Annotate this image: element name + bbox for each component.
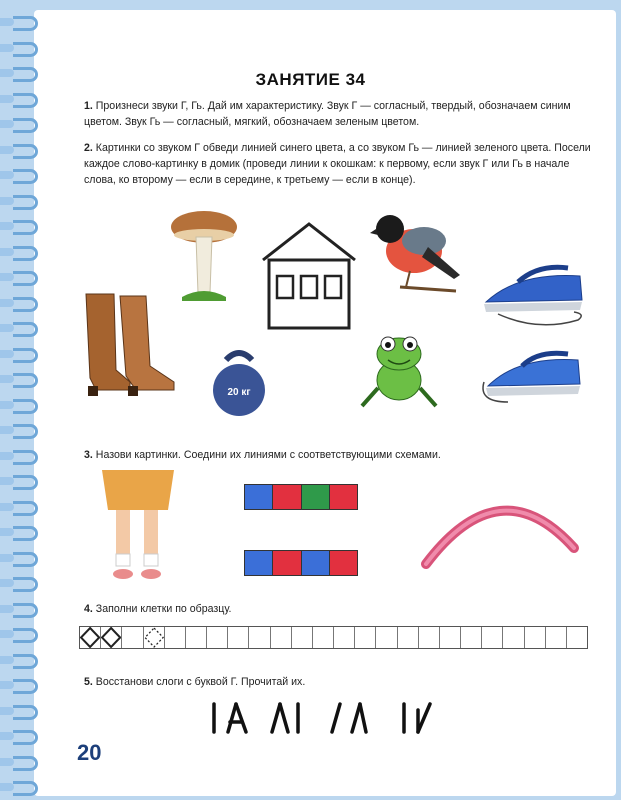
task-5-number: 5. bbox=[84, 676, 93, 688]
binder-hole bbox=[0, 477, 14, 485]
arc-picture[interactable] bbox=[420, 486, 580, 570]
bullfinch-picture[interactable] bbox=[370, 207, 462, 293]
pattern-empty-cell[interactable] bbox=[546, 627, 567, 648]
binder-ring bbox=[13, 246, 38, 261]
iron-picture[interactable] bbox=[478, 252, 590, 334]
binder-hole bbox=[0, 18, 14, 26]
pattern-empty-cell[interactable] bbox=[419, 627, 440, 648]
pattern-sample-cell[interactable] bbox=[101, 627, 122, 648]
binder-hole bbox=[0, 579, 14, 587]
legs-picture[interactable] bbox=[98, 470, 178, 586]
binder-hole bbox=[0, 171, 14, 179]
binder-hole bbox=[0, 554, 14, 562]
binder-ring bbox=[13, 271, 38, 286]
scheme-cell-blue bbox=[245, 485, 273, 509]
frog-picture[interactable] bbox=[358, 326, 440, 414]
binder-hole bbox=[0, 248, 14, 256]
pattern-empty-cell[interactable] bbox=[376, 627, 397, 648]
house-window-3 bbox=[325, 276, 341, 298]
binder-hole bbox=[0, 299, 14, 307]
pattern-empty-cell[interactable] bbox=[292, 627, 313, 648]
binder-hole bbox=[0, 707, 14, 715]
scheme-cell-red bbox=[330, 551, 357, 575]
binder-hole bbox=[0, 605, 14, 613]
task-1 bbox=[84, 98, 594, 130]
binder-ring bbox=[13, 169, 38, 184]
binder-ring bbox=[13, 297, 38, 312]
binder-hole bbox=[0, 120, 14, 128]
pattern-empty-cell[interactable] bbox=[186, 627, 207, 648]
task-3 bbox=[84, 447, 594, 463]
binder-ring bbox=[13, 552, 38, 567]
syllable-fragments bbox=[206, 700, 452, 736]
binder-hole bbox=[0, 375, 14, 383]
sound-schemes bbox=[244, 484, 358, 616]
binder-hole bbox=[0, 732, 14, 740]
binder-hole bbox=[0, 273, 14, 281]
task-4 bbox=[84, 601, 594, 617]
pattern-empty-cell[interactable] bbox=[355, 627, 376, 648]
sound-scheme-1[interactable] bbox=[244, 484, 358, 510]
binder-ring bbox=[13, 450, 38, 465]
task-1-number: 1. bbox=[84, 100, 93, 112]
pattern-empty-cell[interactable] bbox=[525, 627, 546, 648]
pattern-empty-cell[interactable] bbox=[440, 627, 461, 648]
house-window-2 bbox=[301, 276, 317, 298]
task-1-text: Произнеси звуки Г, Гь. Дай им характеристику. Звук Г — согласный, твердый, обозначаем синим цветом. Звук Гь — согласный, мягкий, обозначаем зеленым цветом. bbox=[84, 100, 571, 128]
pattern-empty-cell[interactable] bbox=[165, 627, 186, 648]
task-2-number: 2. bbox=[84, 142, 93, 154]
pattern-empty-cell[interactable] bbox=[398, 627, 419, 648]
weight-label: 20 кг bbox=[227, 387, 251, 398]
binder-ring bbox=[13, 348, 38, 363]
binder-ring bbox=[13, 399, 38, 414]
pattern-empty-cell[interactable] bbox=[334, 627, 355, 648]
binder-hole bbox=[0, 758, 14, 766]
binder-hole bbox=[0, 630, 14, 638]
binder-hole bbox=[0, 95, 14, 103]
scheme-cell-blue bbox=[302, 551, 330, 575]
syllable-fragment-3 bbox=[332, 704, 366, 732]
binder-hole bbox=[0, 222, 14, 230]
task-3-number: 3. bbox=[84, 449, 93, 461]
binder-ring bbox=[13, 424, 38, 439]
scheme-cell-red bbox=[273, 485, 301, 509]
binder-ring bbox=[13, 501, 38, 516]
binder-hole bbox=[0, 426, 14, 434]
pattern-empty-cell[interactable] bbox=[313, 627, 334, 648]
pattern-empty-cell[interactable] bbox=[144, 627, 165, 648]
binder-hole bbox=[0, 324, 14, 332]
binder-hole bbox=[0, 197, 14, 205]
binder-ring bbox=[13, 195, 38, 210]
binder-ring bbox=[13, 730, 38, 745]
binder-hole bbox=[0, 350, 14, 358]
iron-picture-2[interactable] bbox=[478, 342, 590, 412]
scheme-cell-red bbox=[330, 485, 357, 509]
house-diagram[interactable] bbox=[259, 220, 359, 332]
binder-ring bbox=[13, 756, 38, 771]
binder-hole bbox=[0, 783, 14, 791]
binder-ring bbox=[13, 603, 38, 618]
binder-hole bbox=[0, 656, 14, 664]
binder-hole bbox=[0, 681, 14, 689]
scheme-cell-green bbox=[302, 485, 330, 509]
binder-ring bbox=[13, 16, 38, 31]
syllable-fragment-4 bbox=[404, 704, 430, 732]
binder-hole bbox=[0, 401, 14, 409]
lesson-title: ЗАНЯТИЕ 34 bbox=[255, 70, 366, 89]
task-2 bbox=[84, 140, 594, 188]
binder-hole bbox=[0, 528, 14, 536]
binder-ring bbox=[13, 144, 38, 159]
binder-ring bbox=[13, 781, 38, 796]
pattern-empty-cell[interactable] bbox=[461, 627, 482, 648]
pattern-empty-cell[interactable] bbox=[482, 627, 503, 648]
binder-ring bbox=[13, 220, 38, 235]
binder-hole bbox=[0, 503, 14, 511]
house-window-1 bbox=[277, 276, 293, 298]
task-4-number: 4. bbox=[84, 603, 93, 615]
binder-ring bbox=[13, 628, 38, 643]
binder-ring bbox=[13, 705, 38, 720]
binder-hole bbox=[0, 146, 14, 154]
weight-picture[interactable] bbox=[206, 346, 272, 416]
pattern-empty-cell[interactable] bbox=[271, 627, 292, 648]
binder-hole bbox=[0, 452, 14, 460]
page-number: 20 bbox=[77, 740, 102, 765]
sound-scheme-2[interactable] bbox=[244, 550, 358, 576]
binder-ring bbox=[13, 42, 38, 57]
binder-ring bbox=[13, 475, 38, 490]
pattern-sample-cell[interactable] bbox=[122, 627, 143, 648]
binder-ring bbox=[13, 577, 38, 592]
pattern-empty-cell[interactable] bbox=[567, 627, 587, 648]
binder-ring bbox=[13, 679, 38, 694]
pattern-empty-cell[interactable] bbox=[503, 627, 524, 648]
task-4-text: Заполни клетки по образцу. bbox=[95, 603, 232, 615]
pattern-empty-cell[interactable] bbox=[207, 627, 228, 648]
syllable-fragment-1 bbox=[214, 704, 246, 732]
task-5 bbox=[84, 674, 594, 690]
task-5-text: Восстанови слоги с буквой Г. Прочитай их. bbox=[95, 676, 306, 688]
scheme-cell-blue bbox=[245, 551, 273, 575]
binder-ring bbox=[13, 526, 38, 541]
binder-hole bbox=[0, 44, 14, 52]
pattern-empty-cell[interactable] bbox=[228, 627, 249, 648]
binder-ring bbox=[13, 118, 38, 133]
binder-ring bbox=[13, 373, 38, 388]
boots-picture[interactable] bbox=[80, 290, 180, 398]
binder-ring bbox=[13, 654, 38, 669]
pattern-empty-cell[interactable] bbox=[249, 627, 270, 648]
binder-ring bbox=[13, 93, 38, 108]
task-2-text: Картинки со звуком Г обведи линией синего цвета, а со звуком Гь — линией зеленого цвета. Посели каждое слово-картинку в домик (проведи линии к окошкам: к первому, если звук Г или Гь в начале слова, ко второму — если в середине, к третьему — если в конце). bbox=[84, 142, 591, 186]
syllable-fragment-2 bbox=[272, 704, 298, 732]
pattern-sample-cell[interactable] bbox=[80, 627, 101, 648]
task-3-text: Назови картинки. Соедини их линиями с соответствующими схемами. bbox=[95, 449, 441, 461]
binder-ring bbox=[13, 322, 38, 337]
scheme-cell-red bbox=[273, 551, 301, 575]
pattern-cells[interactable] bbox=[79, 626, 588, 649]
